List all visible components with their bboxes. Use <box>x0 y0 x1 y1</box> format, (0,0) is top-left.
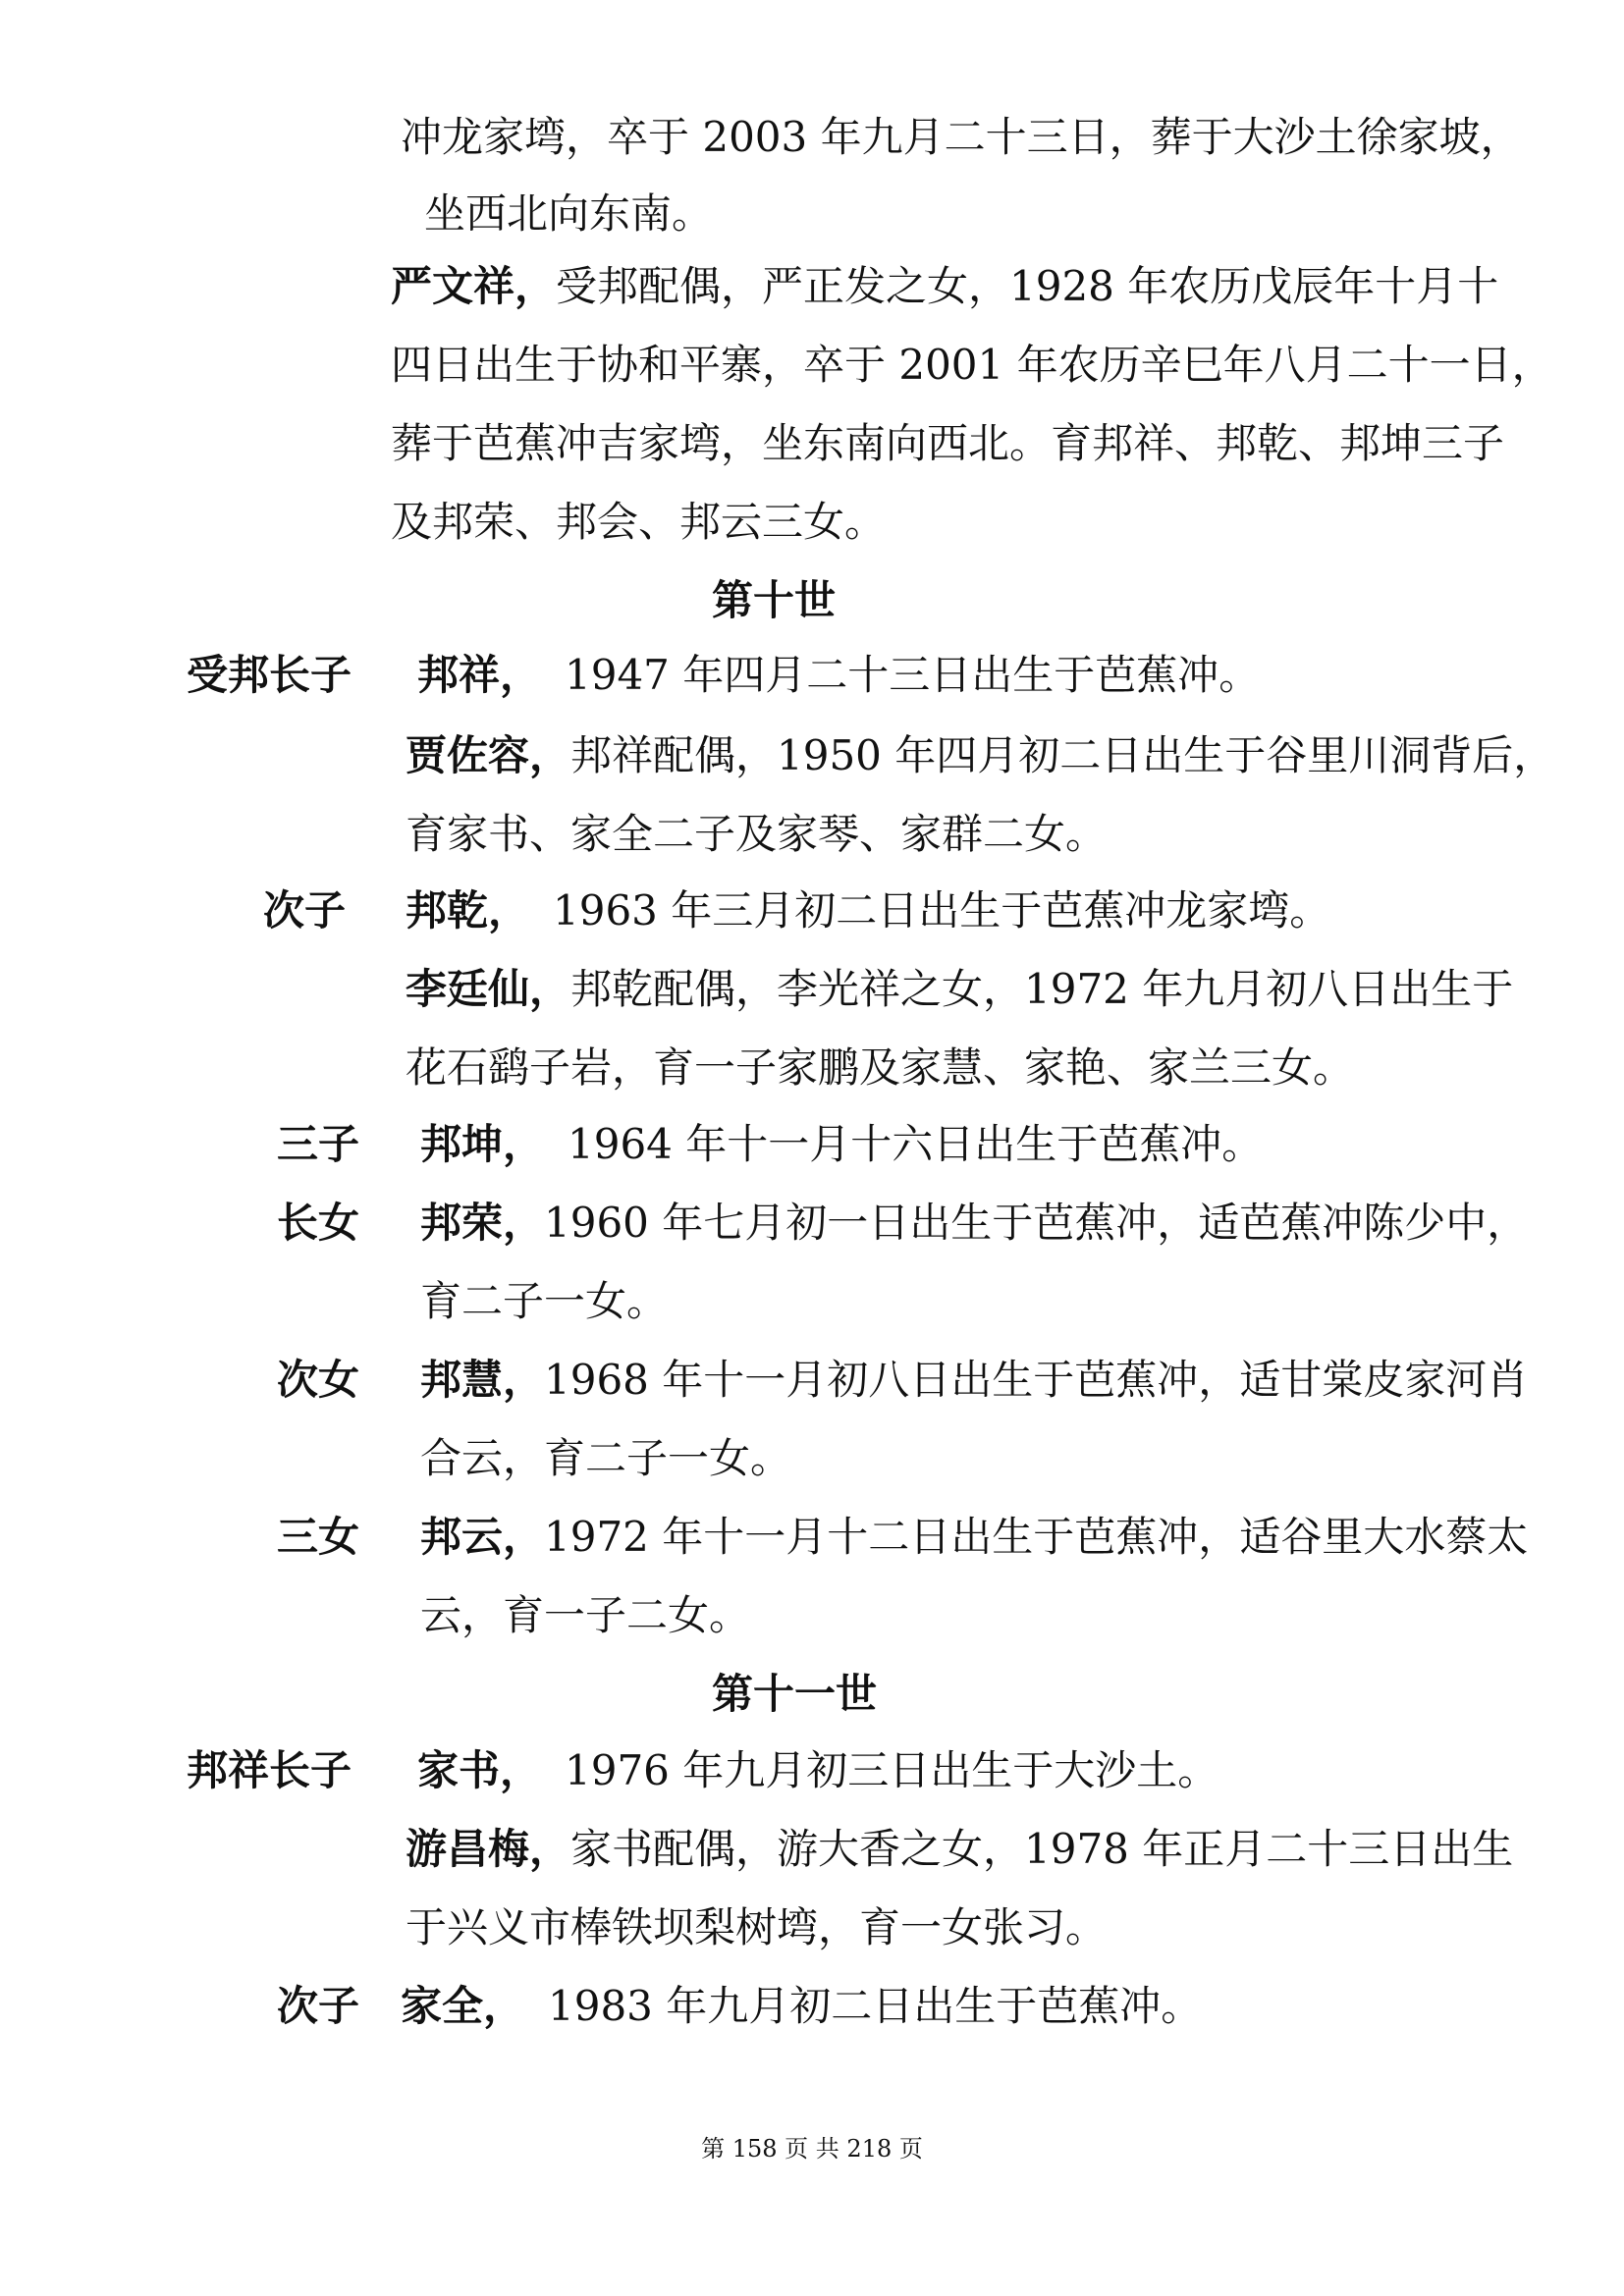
body-line: 云，育一子二女。 <box>420 1591 751 1639</box>
generation-heading: 第十一世 <box>712 1670 878 1718</box>
person-name: 严文祥， <box>391 262 557 310</box>
relation-label: 三子 <box>277 1120 360 1168</box>
entry-line <box>406 962 1513 1017</box>
entry-text: 1968 年十一月初八日出生于芭蕉冲，适甘棠皮家河肖 <box>544 1356 1529 1404</box>
body-line: 于兴义市棒铁坝梨树塆，育一女张习。 <box>406 1903 1108 1951</box>
body-line: 育家书、家全二子及家琴、家群二女。 <box>406 810 1108 858</box>
body-line: 坐西北向东南。 <box>424 189 714 238</box>
entry-text: 1983 年九月初二日出生于芭蕉冲。 <box>548 1982 1203 2030</box>
relation-label: 次子 <box>277 1982 360 2030</box>
entry-text: 家书配偶，游大香之女，1978 年正月二十三日出生 <box>570 1825 1514 1873</box>
body-line: 四日出生于协和平寨，卒于 2001 年农历辛巳年八月二十一日， <box>391 341 1553 389</box>
relation-label: 三女 <box>277 1513 360 1561</box>
entry-text: 邦祥配偶，1950 年四月初二日出生于谷里川洞背后， <box>570 731 1555 779</box>
entry-text: 邦乾配偶，李光祥之女，1972 年九月初八日出生于 <box>570 965 1514 1013</box>
entry-line <box>420 1196 1528 1251</box>
relation-label: 邦祥长子 <box>187 1746 352 1794</box>
entry-line <box>391 259 1498 314</box>
generation-heading: 第十世 <box>712 576 837 624</box>
person-name: 邦云， <box>420 1513 545 1561</box>
entry-line <box>406 1822 1513 1877</box>
entry-line <box>420 1510 1528 1565</box>
relation-label: 长女 <box>277 1199 360 1247</box>
person-name: 邦乾， <box>406 886 530 934</box>
entry-line <box>420 1353 1528 1408</box>
spouse-name: 李廷仙， <box>406 965 571 1013</box>
page-number-footer: 第 158 页 共 218 页 <box>701 2135 923 2163</box>
entry-text: 1972 年十一月十二日出生于芭蕉冲，适谷里大水蔡太 <box>544 1513 1529 1561</box>
relation-label: 受邦长子 <box>187 651 352 699</box>
spouse-name: 游昌梅， <box>406 1825 571 1873</box>
entry-line <box>406 883 1330 938</box>
entry-text: 1963 年三月初二日出生于芭蕉冲龙家塆。 <box>553 886 1331 934</box>
body-line: 冲龙家塆，卒于 2003 年九月二十三日，葬于大沙土徐家坡， <box>401 113 1522 161</box>
person-name: 家书， <box>417 1746 542 1794</box>
body-line: 葬于芭蕉冲吉家塆，坐东南向西北。育邦祥、邦乾、邦坤三子 <box>391 419 1505 467</box>
entry-line <box>417 1743 1218 1798</box>
relation-label: 次子 <box>263 886 347 934</box>
body-line: 合云，育二子一女。 <box>420 1434 792 1482</box>
person-name: 家全， <box>401 1982 525 2030</box>
entry-text: 受邦配偶，严正发之女，1928 年农历戊辰年十月十 <box>556 262 1499 310</box>
entry-line <box>420 1117 1263 1172</box>
entry-text: 1976 年九月初三日出生于大沙土。 <box>565 1746 1219 1794</box>
body-line: 及邦荣、邦会、邦云三女。 <box>391 498 887 546</box>
body-line: 育二子一女。 <box>420 1277 669 1325</box>
spouse-name: 贾佐容， <box>406 731 571 779</box>
person-name: 邦祥， <box>417 651 542 699</box>
relation-label: 次女 <box>277 1356 360 1404</box>
entry-line <box>401 1979 1202 2034</box>
body-line: 花石鹞子岩，育一子家鹏及家慧、家艳、家兰三女。 <box>406 1043 1355 1092</box>
entry-text: 1947 年四月二十三日出生于芭蕉冲。 <box>565 651 1261 699</box>
entry-line <box>417 648 1260 703</box>
person-name: 邦慧， <box>420 1356 545 1404</box>
entry-line <box>406 728 1554 783</box>
person-name: 邦荣， <box>420 1199 545 1247</box>
entry-text: 1960 年七月初一日出生于芭蕉冲，适芭蕉冲陈少中， <box>544 1199 1529 1247</box>
entry-text: 1964 年十一月十六日出生于芭蕉冲。 <box>568 1120 1264 1168</box>
person-name: 邦坤， <box>420 1120 545 1168</box>
